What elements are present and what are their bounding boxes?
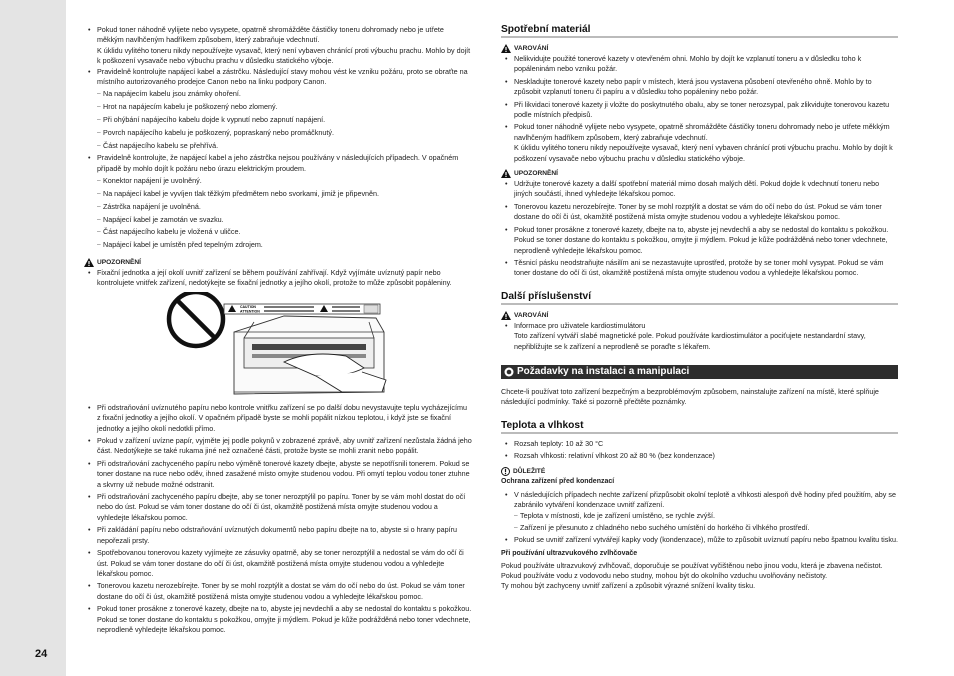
list-item: • Při odstraňování zachyceného papíru nebo výměně tonerové kazety dbejte, abyste se nepotřísnili tonerem. Pokud se toner dostane na ruce nebo oděv, ihned zasažené místo omyjte studenou vodou. Při omytí teplou vodou toner ztuhne a skvrny už nebude možné odstranit.: [84, 459, 472, 490]
warning-triangle-icon: [501, 169, 511, 178]
list-item: – Hrot na napájecím kabelu je poškozený nebo zlomený.: [84, 102, 472, 113]
list-item: • Rozsah vlhkosti: relativní vlhkost 20 až 80 % (bez kondenzace): [501, 451, 898, 461]
supplies-heading: Spotřební materiál: [501, 24, 898, 38]
label-attention: ATTENTION: [240, 309, 260, 314]
list-item: – Napájecí kabel je umístěn před tepelným zdrojem.: [84, 240, 472, 251]
list-item: • Pokud toner náhodně vylijete nebo vysypete, opatrně shromážděte částičky toneru dohromady nebo je utřete měkkým navlhčeným hadříkem způsobem, který zabraňuje vdechnutí. K úklidu vylitého toneru nikdy nepoužívejte vysavač, který není vybaven chránící proti výbuchu prachu. Mohlo by dojít k poškození vysavače nebo výbuchu prachu v důsledku statického výboje.: [501, 122, 898, 164]
list-item: – Zástrčka napájení je uvolněná.: [84, 202, 472, 213]
list-item: • V následujících případech nechte zařízení přizpůsobit okolní teplotě a vlhkosti alespoň dvě hodiny před použitím, aby se zabránilo vytváření kondenzace uvnitř zařízení.: [501, 490, 898, 511]
list-item: • Při odstraňování uvíznutého papíru nebo kontrole vnitřku zařízení se po další dobu nevystavujte teplu vycházejícímu z fixační jednotky a jejího okolí. V opačném případě byste se mohli popálit nízkou teplotou, i když jste se fixační jednotky a jejího okolí nedotkli přímo.: [84, 403, 472, 434]
list-item: • Pravidelně kontrolujte, že napájecí kabel a jeho zástrčka nejsou používány v následujících případech. V opačném případě by mohlo dojít k požáru nebo úrazu elektrickým proudem.: [84, 153, 472, 174]
page-gutter: [0, 0, 66, 676]
prohibited-icon: [169, 292, 223, 346]
left-dash-group-1: [84, 89, 472, 151]
temperature-bullets: [501, 439, 898, 462]
list-item: – Část napájecího kabelu je vložená v uličce.: [84, 227, 472, 238]
list-item: – Část napájecího kabelu se přehřívá.: [84, 141, 472, 152]
condensation-dashes: [501, 511, 898, 533]
list-item: • Tonerovou kazetu nerozebírejte. Toner by se mohl rozptýlit a dostat se vám do očí nebo do úst. Pokud se vám toner dostane do očí či úst, okamžitě postižená místa omyjte studenou vodou a vyhledejte lékařskou pomoc.: [501, 202, 898, 223]
list-item: • Těsnicí pásku neodstraňujte násilím ani se nezastavujte uprostřed, protože by se toner mohl vysypat. Pokud se vám toner dostane do očí či úst, okamžitě postižená místa omyjte studenou vodou a vyhledejte lékařskou pomoc.: [501, 258, 898, 279]
list-item: • Fixační jednotka a její okolí uvnitř zařízení se během používání zahřívají. Když vyjímáte uvíznutý papír nebo kontrolujete vnitřek zařízení, nedotýkejte se fixační jednotky a jejího okolí, protože to může způsobit popáleniny.: [84, 268, 472, 289]
caution-heading: UPOZORNĚNÍ: [84, 258, 472, 267]
ultrasonic-text-1: Pokud používáte ultrazvukový zvlhčovač, doporučuje se používat vyčištěnou nebo jinou vodu, která je zbavena nečistot.: [501, 560, 883, 570]
left-bullet-mid: [84, 153, 472, 174]
list-item: – Konektor napájení je uvolněný.: [84, 176, 472, 187]
caution-bullets-1: [501, 179, 898, 279]
condensation-bullet-1: [501, 490, 898, 511]
list-item: • Spotřebovanou tonerovou kazety vyjímejte ze zásuvky opatrně, aby se toner nerozptýlil a nedostal se vám do očí či úst. Pokud se vám toner dostane do očí či úst, okamžitě postižená místa omyjte studenou vodou a vyhledejte lékařskou pomoc.: [84, 548, 472, 579]
install-heading-text: Požadavky na instalaci a manipulaci: [517, 365, 690, 377]
install-intro: Chcete-li používat toto zařízení bezpečným a bezproblémovým způsobem, nainstalujte zařízení na místě, které splňuje následující podmínky. Také si pozorně přečtěte poznámky.: [501, 386, 879, 407]
list-item: – Na napájecím kabelu jsou známky ohoření.: [84, 89, 472, 100]
fixing-unit-figure: [84, 292, 470, 400]
accessories-heading: Další příslušenství: [501, 291, 898, 305]
list-item: • Pokud toner prosákne z tonerové kazety, dbejte na to, abyste jej nevdechli a aby se nedostal do kontaktu s pokožkou. Pokud se toner dostane do kontaktu s pokožkou, omyjte ji mýdlem. Pokud je kůže podrážděná nebo toner vdechnete, neprodleně vyhledejte lékařskou pomoc.: [501, 225, 898, 256]
list-item: • Pravidelně kontrolujte napájecí kabel a zástrčku. Následující stavy mohou vést ke vzniku požáru, proto se obraťte na místního autorizovaného prodejce Canon nebo na linku podpory Canon.: [84, 67, 472, 88]
list-item: • Při zakládání papíru nebo odstraňování uvíznutých dokumentů nebo papíru dbejte na to, abyste si o hrany papíru nepořezali prsty.: [84, 525, 472, 546]
right-column: [501, 0, 898, 592]
list-item: • Pokud v zařízení uvízne papír, vyjměte jej podle pokynů v zobrazené zprávě, aby uvnitř zařízení nezůstala žádná jeho část. Nedotýkejte se také rukama jiné než označené části, protože byste se mohli zranit nebo popálit.: [84, 436, 472, 457]
caution-bullet: [84, 268, 472, 289]
left-bullets-top: [84, 25, 472, 87]
ultrasonic-text-2: Pokud používáte vodu z vodovodu nebo studny, mohou být do okolního vzduchu uvolňovány nečistoty. Ty mohou být zachyceny uvnitř zařízení a způsobit výrazné snížení kvality tisku.: [501, 571, 828, 591]
list-item: – Na napájecí kabel je vyvíjen tlak těžkým předmětem nebo svorkami, jimiž je připevněn.: [84, 189, 472, 200]
warning-heading-1: VAROVÁNÍ: [501, 44, 898, 53]
list-item: • Tonerovou kazetu nerozebírejte. Toner by se mohl rozptýlit a dostat se vám do očí nebo do úst. Pokud se vám toner dostane do očí či úst, okamžitě postižená místa omyjte studenou vodou a vyhledejte lékařskou pomoc.: [84, 581, 472, 602]
page-number: 24: [35, 648, 48, 660]
printer-illustration: [84, 292, 470, 400]
list-item: • Informace pro uživatele kardiostimulátoru Toto zařízení vytváří slabé magnetické pole. Pokud používáte kardiostimulátor a pociťujete nestandardní stavy, nepřibližujte se k zařízení a neprodleně se poraďte s lékařem.: [501, 321, 898, 352]
label-caution: CAUTION: [240, 304, 256, 309]
left-bullets-bottom: [84, 403, 472, 636]
condensation-bullet-2: [501, 535, 898, 545]
condensation-subheading: Ochrana zařízení před kondenzací: [501, 477, 615, 485]
warning-heading-2: VAROVÁNÍ: [501, 311, 898, 320]
install-heading-bar: [501, 365, 898, 379]
list-item: – Povrch napájecího kabelu je poškozený, popraskaný nebo promáčknutý.: [84, 128, 472, 139]
warning-triangle-icon: [501, 311, 511, 320]
left-dash-group-2: [84, 176, 472, 251]
important-heading: DŮLEŽITÉ: [501, 467, 898, 476]
list-item: • Rozsah teploty: 10 až 30 °C: [501, 439, 898, 449]
list-item: • Při odstraňování zachyceného papíru dbejte, aby se toner nerozptýlil po papíru. Toner by se vám mohl dostat do očí nebo do úst. Pokud se vám toner dostane do očí či úst, okamžitě postižená místa omyjte studenou vodou a vyhledejte lékařskou pomoc.: [84, 492, 472, 523]
list-item: • Udržujte tonerové kazety a další spotřební materiál mimo dosah malých dětí. Pokud dojde k vdechnutí toneru nebo jiných součástí, ihned vyhledejte lékařskou pomoc.: [501, 179, 898, 200]
warning-bullets-1: [501, 54, 898, 164]
list-item: • Pokud se uvnitř zařízení vytvářejí kapky vody (kondenzace), může to způsobit uvíznutí papíru nebo špatnou kvalitu tisku.: [501, 535, 898, 545]
warning-bullet-2: [501, 321, 898, 352]
list-item: • Nelikvidujte použité tonerové kazety v otevřeném ohni. Mohlo by dojít ke vzplanutí toneru a v důsledku toho k popáleninám nebo vzniku požár.: [501, 54, 898, 75]
list-item: – Teplota v místnosti, kde je zařízení umístěno, se rychle zvýší.: [501, 511, 898, 521]
list-item: • Pokud toner prosákne z tonerové kazety, dbejte na to, abyste jej nevdechli a aby se nedostal do kontaktu s pokožkou. Pokud se toner dostane do kontaktu s pokožkou, omyjte ji mýdlem. Pokud je kůže podrážděná nebo toner vdechnete, neprodleně vyhledejte lékařskou pomoc.: [84, 604, 472, 635]
list-item: – Napájecí kabel je zamotán ve svazku.: [84, 215, 472, 226]
list-item: • Pokud toner náhodně vylijete nebo vysypete, opatrně shromážděte částičky toneru dohromady nebo je utřete měkkým navlhčeným hadříkem způsobem, který zabraňuje vdechnutí. K úklidu vylitého toneru nikdy nepoužívejte vysavač, který není vybaven chránící proti výbuchu prachu. Mohlo by dojít k poškození vysavače nebo výbuchu prachu v důsledku statického výboje.: [84, 25, 472, 67]
list-item: – Při ohýbání napájecího kabelu dojde k vypnutí nebo zapnutí napájení.: [84, 115, 472, 126]
important-icon: [501, 467, 510, 476]
caution-heading-1: UPOZORNĚNÍ: [501, 169, 898, 178]
list-item: • Při likvidaci tonerové kazety ji vložte do poskytnutého obalu, aby se toner nerozsypal, pak zlikvidujte tonerovou kazetu podle místních předpisů.: [501, 100, 898, 121]
section-bullet-icon: [504, 367, 514, 377]
warning-triangle-icon: [84, 258, 94, 267]
list-item: – Zařízení je přesunuto z chladného nebo suchého umístění do horkého či vlhkého prostředí.: [501, 523, 898, 533]
left-column: [84, 0, 472, 635]
temperature-heading: Teplota a vlhkost: [501, 420, 898, 434]
list-item: • Neskladujte tonerové kazety nebo papír v místech, která jsou vystavena působení otevřeného ohně. Mohlo by to způsobit vzplanutí toneru či papíru a v důsledku toho popáleniny nebo požár.: [501, 77, 898, 98]
warning-triangle-icon: [501, 44, 511, 53]
ultrasonic-subheading: Při používání ultrazvukového zvlhčovače: [501, 549, 638, 557]
